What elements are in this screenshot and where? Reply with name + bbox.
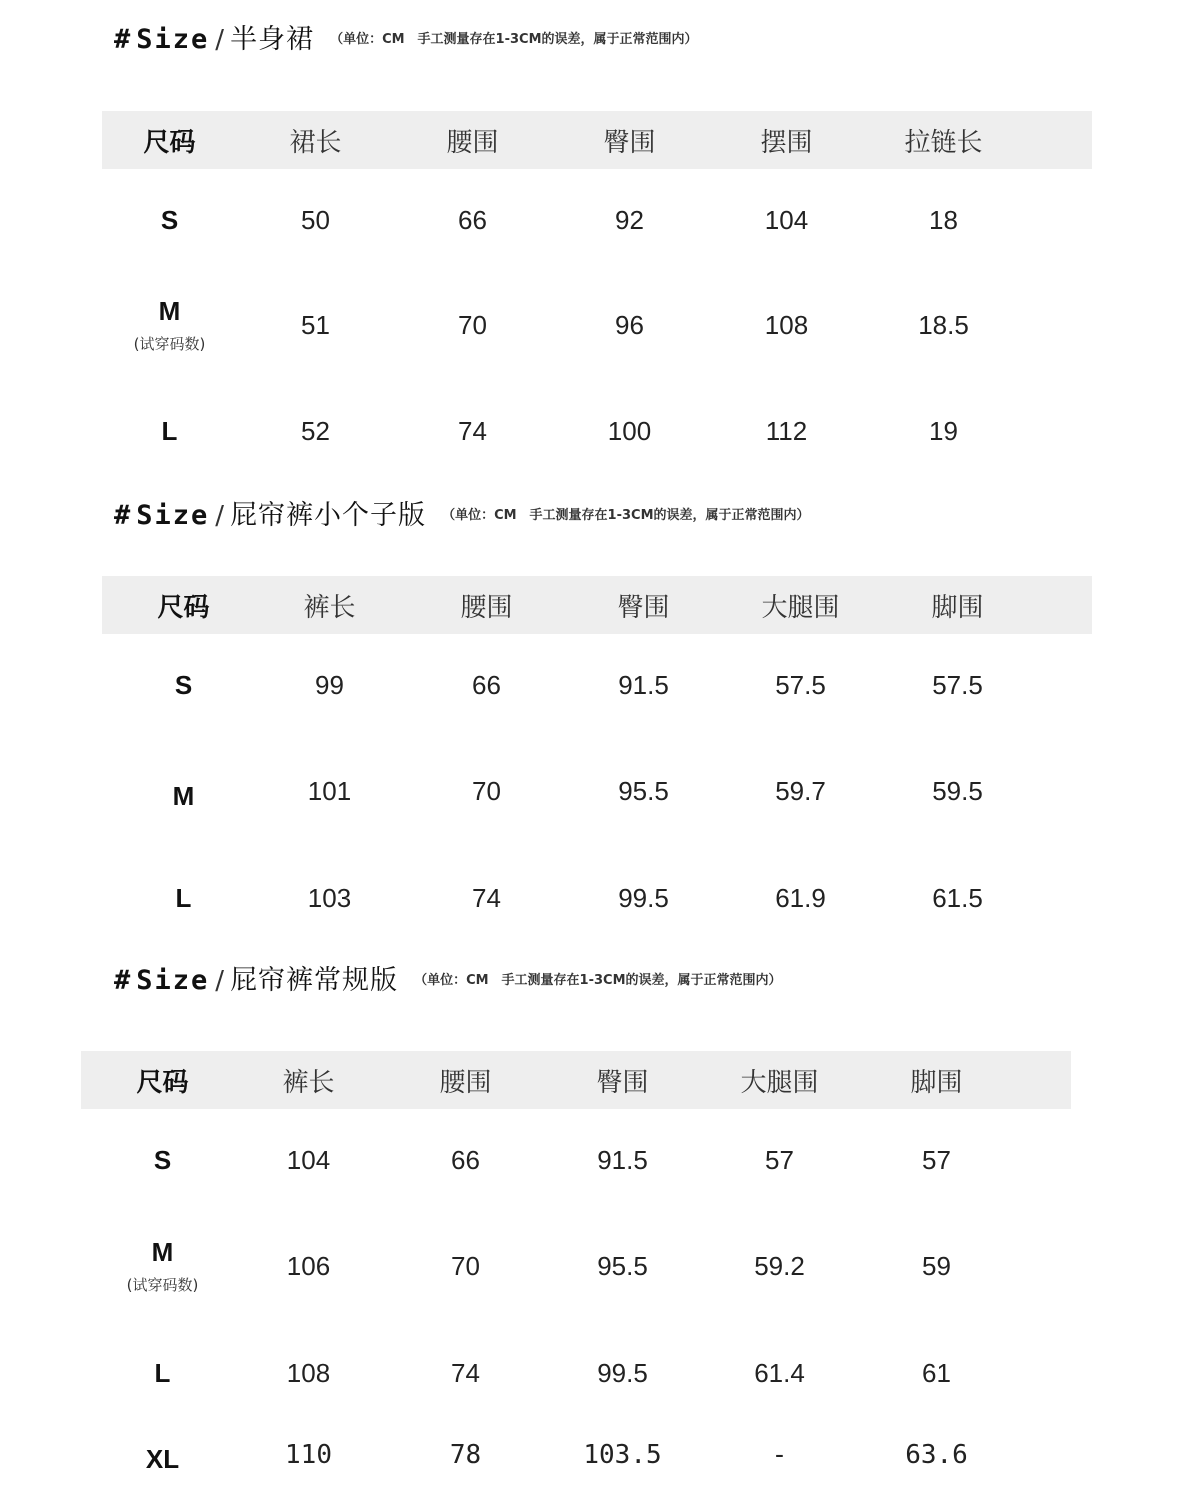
section-title: 半身裙 xyxy=(230,24,315,55)
header-cell: 脚围 xyxy=(910,1067,963,1098)
size-label: M xyxy=(172,780,195,811)
table-cell: 74 xyxy=(472,882,501,913)
table-header xyxy=(81,1051,1071,1109)
table-cell: 106 xyxy=(286,1250,331,1281)
measurement-note: （单位：CM 手工测量存在1-3CM的误差，属于正常范围内） xyxy=(414,973,782,988)
table-cell: 18 xyxy=(929,204,958,235)
table-header xyxy=(102,111,1092,169)
section-heading-skirt xyxy=(114,26,698,53)
table-cell: 57 xyxy=(765,1144,794,1175)
table-cell: 74 xyxy=(451,1357,480,1388)
hash-mark: # xyxy=(114,500,131,531)
size-table-pants-regular xyxy=(81,1051,1071,1485)
hash-mark: # xyxy=(114,24,131,55)
table-cell: 104 xyxy=(764,204,809,235)
size-word: Size xyxy=(136,500,210,531)
table-cell: 18.5 xyxy=(918,309,969,340)
size-word: Size xyxy=(136,965,210,996)
table-cell: 66 xyxy=(451,1144,480,1175)
size-label: S xyxy=(160,204,179,235)
separator: / xyxy=(215,966,225,996)
table-cell: 51 xyxy=(301,309,330,340)
table-cell: 59 xyxy=(922,1250,951,1281)
table-cell: 19 xyxy=(929,415,958,446)
table-cell: 66 xyxy=(458,204,487,235)
section-heading-pants-regular xyxy=(114,967,782,994)
table-cell: 100 xyxy=(607,415,652,446)
table-header xyxy=(102,576,1092,634)
table-cell: 61.5 xyxy=(932,882,983,913)
header-cell: 尺码 xyxy=(157,592,210,623)
table-cell: 108 xyxy=(764,309,809,340)
hash-mark: # xyxy=(114,965,131,996)
size-table-skirt xyxy=(102,111,1092,483)
header-cell: 脚围 xyxy=(931,592,984,623)
separator: / xyxy=(215,501,225,531)
table-row xyxy=(102,736,1092,846)
try-on-size-note: (试穿码数) xyxy=(133,335,206,353)
table-cell: 70 xyxy=(451,1250,480,1281)
size-label: M (试穿码数) xyxy=(95,1237,230,1295)
table-cell: 61 xyxy=(922,1357,951,1388)
size-label: S xyxy=(153,1144,172,1175)
table-cell: - xyxy=(771,1440,788,1470)
header-cell: 尺码 xyxy=(143,127,196,158)
table-cell: 92 xyxy=(615,204,644,235)
size-label: XL xyxy=(145,1443,180,1474)
size-word: Size xyxy=(136,24,210,55)
table-row xyxy=(81,1321,1071,1425)
header-cell: 摆围 xyxy=(760,127,813,158)
table-cell: 61.9 xyxy=(775,882,826,913)
table-cell: 96 xyxy=(615,309,644,340)
table-cell: 99 xyxy=(315,669,344,700)
table-cell: 70 xyxy=(458,309,487,340)
table-cell: 112 xyxy=(765,415,808,446)
table-cell: 91.5 xyxy=(597,1144,648,1175)
table-cell: 103.5 xyxy=(583,1440,662,1470)
table-cell: 66 xyxy=(472,669,501,700)
section-title: 屁帘裤常规版 xyxy=(230,965,399,996)
table-cell: 108 xyxy=(286,1357,331,1388)
table-cell: 57 xyxy=(922,1144,951,1175)
table-row xyxy=(102,846,1092,950)
table-row xyxy=(102,271,1092,379)
table-row xyxy=(102,634,1092,736)
table-cell: 95.5 xyxy=(597,1250,648,1281)
table-row xyxy=(81,1211,1071,1321)
header-cell: 裤长 xyxy=(282,1067,335,1098)
header-cell: 大腿围 xyxy=(740,1067,819,1098)
table-cell: 99.5 xyxy=(597,1357,648,1388)
table-cell: 59.2 xyxy=(754,1250,805,1281)
header-cell: 裙长 xyxy=(289,127,342,158)
size-table-pants-petite xyxy=(102,576,1092,950)
table-cell: 103 xyxy=(307,882,352,913)
size-label: L xyxy=(154,1357,171,1388)
table-cell: 101 xyxy=(307,775,352,806)
table-cell: 110 xyxy=(285,1440,332,1470)
header-cell: 裤长 xyxy=(303,592,356,623)
header-cell: 腰围 xyxy=(439,1067,492,1098)
size-label: L xyxy=(161,415,178,446)
separator: / xyxy=(215,25,225,55)
header-cell: 腰围 xyxy=(460,592,513,623)
table-row xyxy=(102,169,1092,271)
table-row xyxy=(81,1109,1071,1211)
header-cell: 臀围 xyxy=(596,1067,649,1098)
table-cell: 104 xyxy=(286,1144,331,1175)
table-row xyxy=(81,1425,1071,1485)
table-cell: 50 xyxy=(301,204,330,235)
header-cell: 腰围 xyxy=(446,127,499,158)
table-cell: 57.5 xyxy=(775,669,826,700)
table-cell: 78 xyxy=(449,1440,482,1470)
size-label: M (试穿码数) xyxy=(102,296,237,354)
table-cell: 52 xyxy=(301,415,330,446)
table-cell: 70 xyxy=(472,775,501,806)
header-cell: 臀围 xyxy=(617,592,670,623)
table-cell: 63.6 xyxy=(905,1440,968,1470)
header-cell: 臀围 xyxy=(603,127,656,158)
table-cell: 99.5 xyxy=(618,882,669,913)
header-cell: 尺码 xyxy=(136,1067,189,1098)
try-on-size-note: (试穿码数) xyxy=(126,1276,199,1294)
table-cell: 61.4 xyxy=(754,1357,805,1388)
size-label: L xyxy=(175,882,192,913)
section-title: 屁帘裤小个子版 xyxy=(230,500,427,531)
table-cell: 57.5 xyxy=(932,669,983,700)
table-cell: 95.5 xyxy=(618,775,669,806)
section-heading-pants-petite xyxy=(114,502,810,529)
measurement-note: （单位：CM 手工测量存在1-3CM的误差，属于正常范围内） xyxy=(330,32,698,47)
table-cell: 74 xyxy=(458,415,487,446)
table-cell: 91.5 xyxy=(618,669,669,700)
size-label: S xyxy=(174,669,193,700)
table-cell: 59.5 xyxy=(932,775,983,806)
measurement-note: （单位：CM 手工测量存在1-3CM的误差，属于正常范围内） xyxy=(442,508,810,523)
table-cell: 59.7 xyxy=(775,775,826,806)
header-cell: 拉链长 xyxy=(904,127,983,158)
table-row xyxy=(102,379,1092,483)
header-cell: 大腿围 xyxy=(761,592,840,623)
